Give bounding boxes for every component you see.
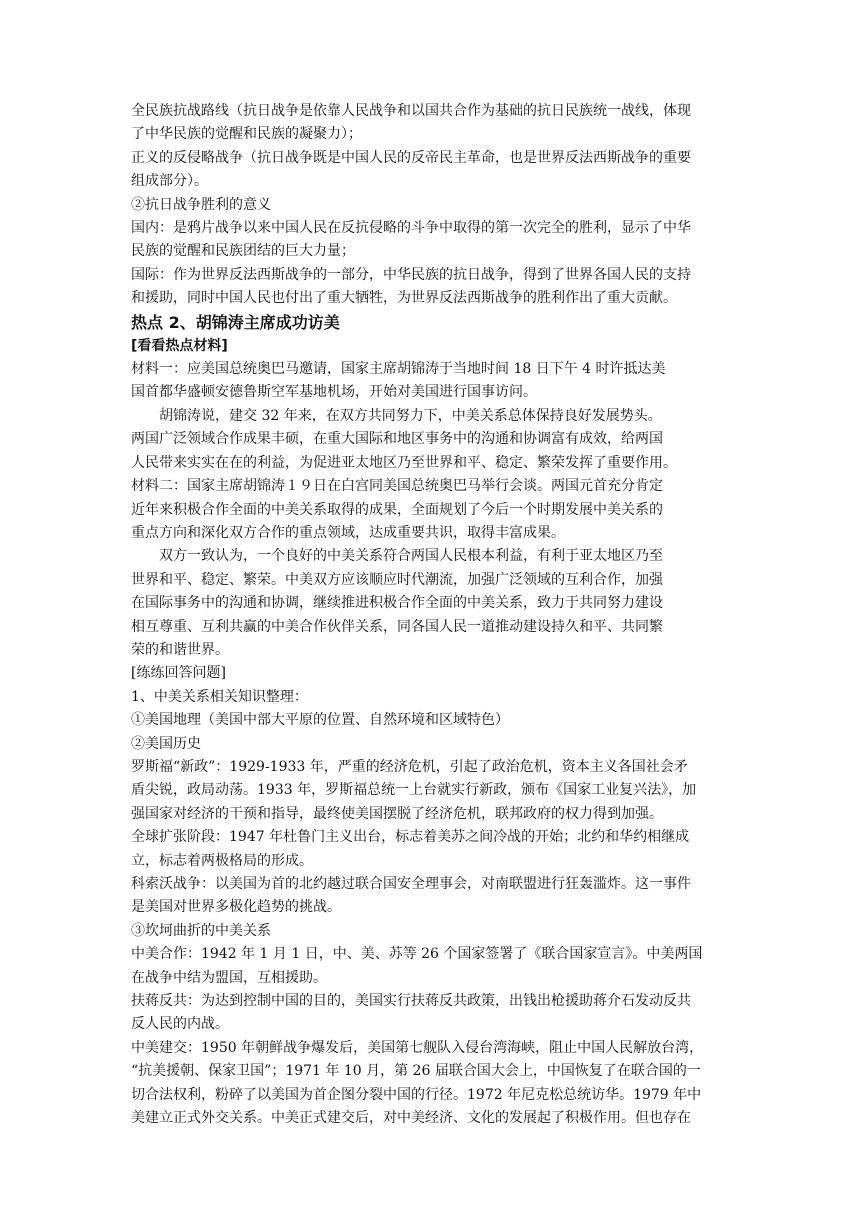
text-line: 在国际事务中的沟通和协调，继续推进积极合作全面的中美关系，致力于共同努力建设	[131, 595, 663, 612]
text-line: 科索沃战争：以美国为首的北约越过联合国安全理事会，对南联盟进行狂轰滥炸。这一事件	[131, 876, 691, 892]
text-line: 国际：作为世界反法西斯战争的一部分，中华民族的抗日战争，得到了世界各国人民的支持	[131, 266, 691, 283]
text-line: 民族的觉醒和民族团结的巨大力量；	[131, 243, 355, 260]
text-line: 中美合作：1942 年 1 月 1 日，中、美、苏等 26 个国家签署了《联合国家宣言》。中美两国	[131, 946, 703, 963]
text-line: 两国广泛领域合作成果丰硕，在重大国际和地区事务中的沟通和协调富有成效，给两国	[131, 431, 663, 448]
text-line: “抗美援朝、保家卫国”；1971 年 10 月，第 26 届联合国大会上，中国恢复了在联合国的一	[131, 1063, 701, 1080]
text-line: 胡锦涛说，建交 32 年来，在双方共同努力下，中美关系总体保持良好发展势头。	[159, 407, 662, 424]
text-line: 材料一：应美国总统奥巴马邀请，国家主席胡锦涛于当地时间 18 日下午 4 时许抵达美	[131, 361, 666, 378]
text-line: ②抗日战争胜利的意义	[131, 196, 271, 213]
text-line: 是美国对世界多极化趋势的挑战。	[131, 899, 341, 916]
text-line: 立，标志着两极格局的形成。	[131, 852, 313, 869]
text-line: 美建立正式外交关系。中美正式建交后，对中美经济、文化的发展起了积极作用。但也存在	[131, 1110, 691, 1127]
text-line: 1、中美关系相关知识整理：	[131, 688, 308, 705]
text-line: 相互尊重、互利共赢的中美合作伙伴关系，同各国人民一道推动建设持久和平、共同繁	[131, 618, 663, 635]
text-block-top	[131, 100, 735, 311]
text-line: ②美国历史	[131, 735, 201, 752]
text-line: ①美国地理（美国中部大平原的位置、自然环境和区域特色）	[131, 712, 509, 729]
text-line: 切合法权利，粉碎了以美国为首企图分裂中国的行径。1972 年尼克松总统访华。1979 年中	[131, 1086, 702, 1103]
text-line: 和援助，同时中国人民也付出了重大牺牲，为世界反法西斯战争的胜利作出了重大贡献。	[131, 290, 677, 307]
text-line: 双方一致认为，一个良好的中美关系符合两国人民根本利益，有利于亚太地区乃至	[159, 548, 663, 565]
text-line: 了中华民族的觉醒和民族的凝聚力）；	[131, 126, 362, 143]
text-line: 近年来积极合作全面的中美关系取得的成果，全面规划了今后一个时期发展中美关系的	[131, 501, 663, 518]
text-line: 荣的和谐世界。	[131, 641, 229, 658]
text-line: 强国家对经济的干预和指导，最终使美国摆脱了经济危机，联邦政府的权力得到加强。	[131, 805, 663, 822]
text-line: ③坎坷曲折的中美关系	[131, 922, 271, 939]
text-block-bottom	[131, 662, 735, 1130]
text-line: 材料二：国家主席胡锦涛１９日在白宫同美国总统奥巴马举行会谈。两国元首充分肯定	[131, 478, 663, 495]
material-one	[131, 358, 735, 475]
text-line: 反人民的内战。	[131, 1016, 229, 1033]
text-line: 世界和平、稳定、繁荣。中美双方应该顺应时代潮流，加强广泛领域的互利合作，加强	[131, 571, 663, 588]
text-line: 盾尖锐，政局动荡。1933 年，罗斯福总统一上台就实行新政，颁布《国家工业复兴法》，加	[131, 782, 697, 799]
text-line: 在战争中结为盟国，互相援助。	[131, 969, 327, 986]
text-line: 中美建交：1950 年朝鲜战争爆发后，美国第七舰队入侵台湾海峡，阻止中国人民解放台湾，	[131, 1039, 704, 1056]
text-line: 全民族抗战路线（抗日战争是依靠人民战争和以国共合作为基础的抗日民族统一战线，体现	[131, 103, 691, 119]
text-line: 组成部分）。	[131, 173, 208, 190]
section-subheading: [看看热点材料]	[131, 337, 228, 354]
text-line: 罗斯福“新政”：1929-1933 年，严重的经济危机，引起了政治危机，资本主义各国社会矛	[131, 758, 688, 775]
section-heading: 热点 2、胡锦涛主席成功访美	[131, 312, 340, 332]
text-line: 扶蒋反共：为达到控制中国的目的，美国实行扶蒋反共政策，出钱出枪援助蒋介石发动反共	[131, 993, 691, 1010]
text-line: 人民带来实实在在的利益，为促进亚太地区乃至世界和平、稳定、繁荣发挥了重要作用。	[131, 454, 677, 471]
material-two	[131, 475, 735, 662]
text-line: 国首都华盛顿安德鲁斯空军基地机场，开始对美国进行国事访问。	[131, 384, 537, 401]
text-line: 全球扩张阶段：1947 年杜鲁门主义出台，标志着美苏之间冷战的开始；北约和华约相继成	[131, 829, 690, 846]
text-line: 国内：是鸦片战争以来中国人民在反抗侵略的斗争中取得的第一次完全的胜利，显示了中华	[131, 220, 691, 237]
text-line: 重点方向和深化双方合作的重点领域，达成重要共识，取得丰富成果。	[131, 524, 565, 541]
document-page	[131, 100, 735, 1130]
text-line: [练练回答问题]	[131, 665, 226, 682]
text-line: 正义的反侵略战争（抗日战争既是中国人民的反帝民主革命，也是世界反法西斯战争的重要	[131, 149, 691, 166]
